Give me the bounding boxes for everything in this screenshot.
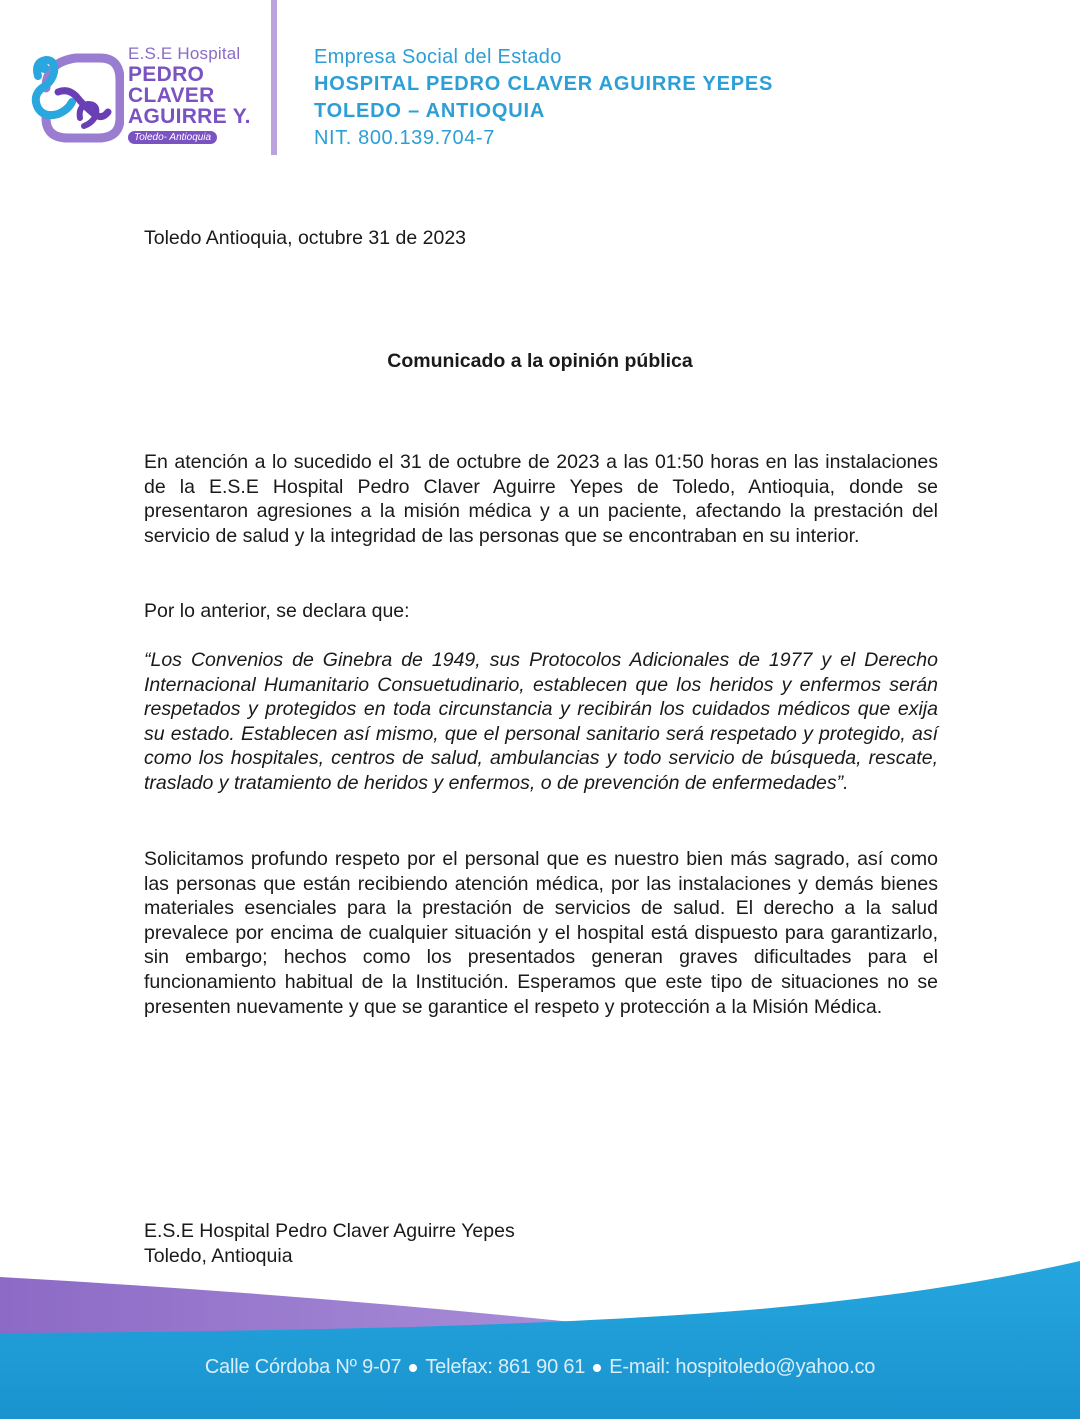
letterhead [0,0,1080,170]
logo-line-2: CLAVER [128,84,215,107]
org-line-1: Empresa Social del Estado [314,46,562,68]
hospital-logo-icon [28,48,124,144]
organization-info [314,44,773,152]
logo-text [128,44,251,145]
footer-band [0,1255,1080,1419]
org-nit: NIT. 800.139.704-7 [314,127,495,149]
logo-tag: Toledo- Antioquia [128,131,217,144]
signature-line-2: Toledo, Antioquia [144,1244,293,1267]
logo-small-text: E.S.E Hospital [128,44,241,63]
footer-contact [0,1356,1080,1379]
quote-paragraph: “Los Convenios de Ginebra de 1949, sus Protocolos Adicionales de 1977 y el Derecho Internacional Humanitario Consuetudinario, establecen que los heridos y enfermos serán respetados y protegidos en toda circunstancia y recibirán los cuidados médicos que exija su estado. Establecen así mismo, que el personal sanitario será respetado y protegido, así como los hospitales, centros de salud, ambulancias y todo servicio de búsqueda, rescate, traslado y tratamiento de heridos y enfermos, o de prevención de enfermedades”. [144,649,938,794]
logo-line-1: PEDRO [128,63,205,86]
letter-date: Toledo Antioquia, octubre 31 de 2023 [144,227,467,249]
bullet-icon [409,1364,417,1372]
bullet-icon [593,1364,601,1372]
org-line-3: TOLEDO – ANTIOQUIA [314,100,546,122]
footer-phone: Telefax: 861 90 61 [425,1356,586,1378]
signature-line-1: E.S.E Hospital Pedro Claver Aguirre Yepes [144,1220,515,1242]
logo-line-3: AGUIRRE Y. [128,105,251,128]
paragraph-2: Por lo anterior, se declara que: [144,600,410,622]
footer-email: E-mail: hospitoledo@yahoo.co [609,1356,876,1378]
letter-title: Comunicado a la opinión pública [387,350,693,372]
footer-address: Calle Córdoba Nº 9-07 [204,1356,402,1378]
paragraph-1: En atención a lo sucedido el 31 de octubre de 2023 a las 01:50 horas en las instalaciones de la E.S.E Hospital Pedro Claver Aguirre Yepes de Toledo, Antioquia, donde se presentaron agresiones a la misión médica y a un paciente, afectando la prestación del servicio de salud y la integridad de las personas que se encontraban en su interior. [144,451,938,547]
org-line-2: HOSPITAL PEDRO CLAVER AGUIRRE YEPES [314,73,774,95]
paragraph-4: Solicitamos profundo respeto por el personal que es nuestro bien más sagrado, así como las personas que están recibiendo atención médica, por las instalaciones y demás bienes materiales esenciales para la prestación de servicios de salud. El derecho a la salud prevalece por encima de cualquier situación y el hospital está dispuesto para garantizarlo, sin embargo; hechos como los presentados generan graves dificultades para el funcionamiento habitual de la Institución. Esperamos que este tipo de situaciones no se presenten nuevamente y que se garantice el respeto y protección a la Misión Médica. [144,848,938,1018]
header-divider [271,0,277,155]
